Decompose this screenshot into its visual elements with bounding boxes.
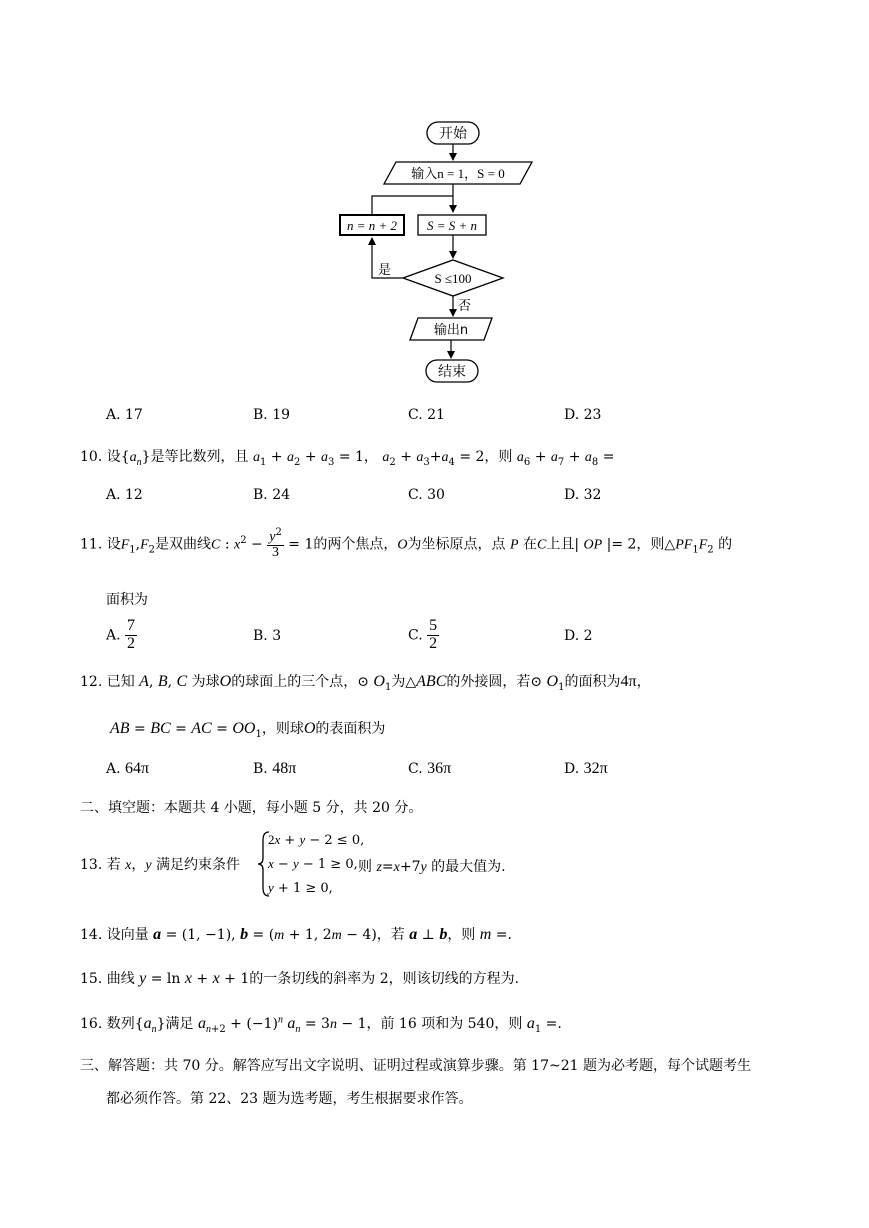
q12-option-c: C. 36π bbox=[408, 760, 452, 777]
q16-number: 16. bbox=[80, 1016, 103, 1032]
q10-stem: 10. 设$\{a_n\}$是等比数列，且 $a_1 + a_2 + a_3 = 1$， $a_2 + a_3+a_4 = 2$，则 $a_6 + a_7 + a_8$ = bbox=[80, 449, 615, 468]
flow-output-text: 输出n bbox=[433, 323, 469, 338]
q11-option-b: B. 3 bbox=[253, 628, 282, 644]
q13-constraint-3: y + 1 ≥ 0, bbox=[268, 880, 333, 896]
q12-option-d: D. 32π bbox=[564, 760, 608, 777]
q9-option-b: B. 19 bbox=[253, 407, 291, 423]
q14-stem: 14. 设向量 a = (1, −1), b = (m + 1, 2m − 4)，若 a ⊥ b，则 m =. bbox=[80, 926, 512, 943]
q12-option-a: A. 64π bbox=[106, 760, 150, 777]
q10-number: 10. bbox=[80, 449, 103, 465]
flow-input-text: 输入n = 1，S = 0 bbox=[411, 166, 505, 181]
q9-option-d: D. 23 bbox=[564, 407, 602, 423]
q13-constraint-1: 2x + y − 2 ≤ 0, bbox=[268, 832, 365, 848]
q13-number: 13. bbox=[80, 857, 103, 873]
q10-option-d: D. 32 bbox=[564, 487, 602, 503]
q12-stem: 12. 已知 A, B, C 为球O的球面上的三个点，⊙ $O_1$为△ABC的外接圆，若⊙ $O_1$的面积为4π， bbox=[80, 673, 651, 693]
flow-condition-text: S ≤100 bbox=[434, 271, 472, 286]
q12-option-b: B. 48π bbox=[253, 760, 297, 777]
q16-stem: 16. 数列$\{a_n\}$满足 $a_{n+2} + (-1)^n$ $a_n = 3n - 1$，前 16 项和为 540，则 $a_1$ =. bbox=[80, 1014, 562, 1035]
q9-option-a: A. 17 bbox=[106, 407, 143, 423]
q10-option-c: C. 30 bbox=[408, 487, 445, 503]
flow-update-s-text: S = S + n bbox=[426, 218, 478, 233]
q12-number: 12. bbox=[80, 674, 103, 690]
flow-end-text: 结束 bbox=[438, 364, 466, 380]
q15-number: 15. bbox=[80, 971, 103, 987]
q10-option-a: A. 12 bbox=[106, 487, 143, 503]
q10-option-b: B. 24 bbox=[253, 487, 291, 503]
flow-yes-label: 是 bbox=[378, 263, 392, 278]
q11-continuation: 面积为 bbox=[106, 592, 148, 608]
section-2-heading: 二、填空题：本题共 4 小题，每小题 5 分，共 20 分。 bbox=[80, 800, 423, 816]
q13-stem: 13. 若 x，y 满足约束条件 bbox=[80, 857, 241, 873]
q13-constraint-2: x − y − 1 ≥ 0, bbox=[268, 856, 358, 872]
flow-start-text: 开始 bbox=[439, 126, 467, 142]
q12-stem-line2: AB = BC = AC = $OO_1$，则球O的表面积为 bbox=[110, 720, 386, 740]
q11-stem: 11. 设$F_1,F_2$是双曲线C : $x^2$ − $\frac{y^2}{3}$ = 1的两个焦点，O为坐标原点，点 P 在C上且| OP |= 2，则$\triangle PF_1F_2$ 的 bbox=[80, 527, 733, 561]
q11-option-d: D. 2 bbox=[564, 628, 593, 644]
section-3-line-2: 都必须作答。第 22、23 题为选考题，考生根据要求作答。 bbox=[106, 1091, 473, 1107]
q15-stem: 15. 曲线 y = ln x + x + 1的一条切线的斜率为 2，则该切线的方程为. bbox=[80, 970, 520, 987]
q14-number: 14. bbox=[80, 927, 103, 943]
q13-question: 则 z=x+7y 的最大值为. bbox=[358, 859, 506, 875]
q9-option-c: C. 21 bbox=[408, 407, 445, 423]
q11-option-c: C. $\frac{5}{2}$ bbox=[408, 617, 438, 652]
flow-no-label: 否 bbox=[458, 299, 472, 314]
flow-update-n-text: n = n + 2 bbox=[346, 218, 398, 233]
q11-number: 11. bbox=[80, 536, 103, 553]
flowchart bbox=[320, 110, 550, 400]
section-3-line-1: 三、解答题：共 70 分。解答应写出文字说明、证明过程或演算步骤。第 17~21 题为必考题，每个试题考生 bbox=[80, 1058, 751, 1074]
q11-option-a: A. $\frac{7}{2}$ bbox=[106, 617, 136, 652]
